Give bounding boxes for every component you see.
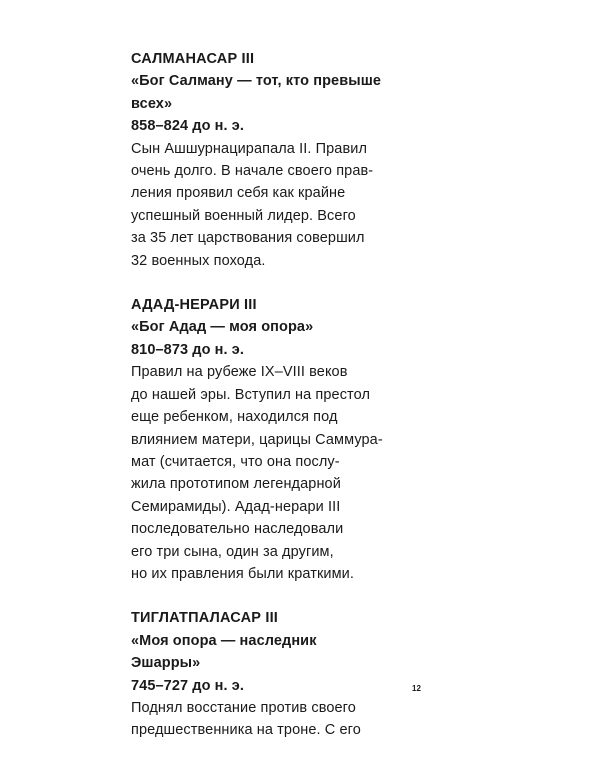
entry-name: САЛМАНАСАР III: [131, 51, 255, 67]
entry-body-line: за 35 лет царствования совершил: [131, 230, 365, 247]
entry-body-line: его три сына, один за другим,: [131, 543, 334, 560]
entry-meaning-line: «Бог Адад — моя опора»: [131, 319, 314, 336]
entry-body-line: Семирамиды). Адад-нерари III: [131, 498, 341, 515]
entry-body-line: Правил на рубеже IX–VIII веков: [131, 364, 348, 381]
text-column: [131, 48, 431, 764]
entry-body-line: последовательно наследовали: [131, 521, 344, 538]
entry-name: АДАД-НЕРАРИ III: [131, 297, 257, 314]
entry-dates: 810–873 до н. э.: [131, 341, 245, 358]
entry-body-line: успешный военный лидер. Всего: [131, 207, 356, 224]
entry-body-line: влиянием матери, царицы Саммура-: [131, 431, 383, 448]
entry-body-line: предшественника на троне. С его: [131, 722, 361, 739]
entry-dates: 858–824 до н. э.: [131, 118, 245, 135]
entry-body-line: очень долго. В начале своего прав-: [131, 163, 374, 180]
entry-body-line: жила прототипом легендарной: [131, 476, 341, 493]
entry-body-line: еще ребенком, находился под: [131, 409, 338, 426]
entry-name: ТИГЛАТПАЛАСАР III: [131, 610, 279, 627]
entry-body-line: Поднял восстание против своего: [131, 699, 356, 716]
entry-body-line: ления проявил себя как крайне: [131, 185, 346, 202]
entry-body-line: до нашей эры. Вступил на престол: [131, 386, 371, 403]
entry-meaning-line: Эшарры»: [131, 655, 201, 672]
entry-body-line: 32 военных похода.: [131, 252, 266, 269]
entry-meaning-line: «Бог Салману — тот, кто превыше: [131, 73, 382, 90]
entry-shalmaneser: [131, 48, 431, 272]
entry-body-line: мат (считается, что она послу-: [131, 453, 340, 470]
entry-body-line: Сын Ашшурнацирапала II. Правил: [131, 140, 368, 157]
entry-tiglath-pileser: [131, 607, 431, 741]
entry-meaning-line: всех»: [131, 95, 173, 112]
entry-body-line: но их правления были краткими.: [131, 565, 354, 582]
entry-adad-nirari: [131, 294, 431, 585]
page-number: 12: [412, 684, 421, 693]
entry-meaning-line: «Моя опора — наследник: [131, 632, 317, 649]
entry-dates: 745–727 до н. э.: [131, 677, 245, 694]
